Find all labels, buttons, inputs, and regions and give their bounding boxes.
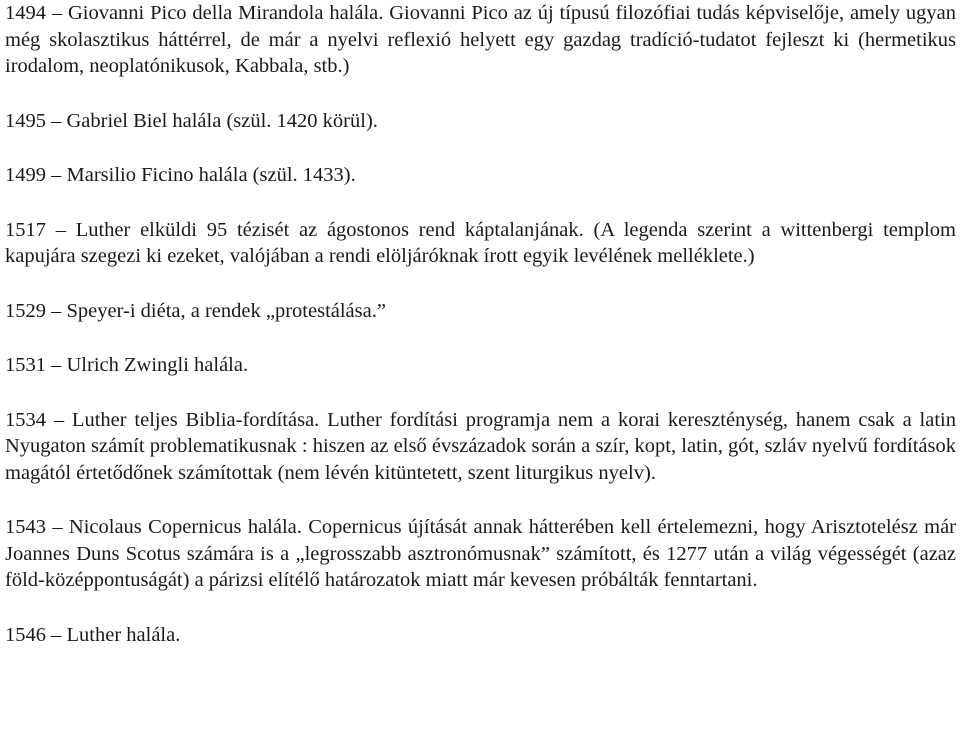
entry-1529: 1529 – Speyer-i diéta, a rendek „protestálása.” <box>5 299 386 322</box>
entry-1495: 1495 – Gabriel Biel halála (szül. 1420 körül). <box>5 109 378 132</box>
entry-1543: 1543 – Nicolaus Copernicus halála. Copernicus újítását annak hátterében kell értelemezni, hogy Arisztotelész már Joannes Duns Scotus számára is a „legrosszabb asztronómusnak” számított, és 1277 után a világ végességét (azaz föld-középpontuságát) a párizsi elítélő határozatok miatt már kevesen próbálták fenntartani. <box>5 516 956 591</box>
entry-1534: 1534 – Luther teljes Biblia-fordítása. Luther fordítási programja nem a korai kereszténység, hanem csak a latin Nyugaton számít problematikusnak : hiszen az első évszázadok során a szír, kopt, latin, gót, szláv nyelvű fordítások magától értetődőnek számítottak (nem lévén kitüntetett, szent liturgikus nyelv). <box>5 408 956 484</box>
entry-1499: 1499 – Marsilio Ficino halála (szül. 1433). <box>5 164 356 186</box>
entry-1531: 1531 – Ulrich Zwingli halála. <box>5 354 249 376</box>
entry-1517: 1517 – Luther elküldi 95 tézisét az ágostonos rend káptalanjának. (A legenda szerint a wittenbergi templom kapujára szegezi ki ezeket, valójában a rendi elöljáróknak írott egyik levélének melléklete.) <box>5 218 956 267</box>
entry-1494: 1494 – Giovanni Pico della Mirandola halála. Giovanni Pico az új típusú filozófiai tudás képviselője, amely ugyan még skolasztikus háttérrel, de már a nyelvi reflexió helyett egy gazdag tradíció-tudatot fejleszt ki (hermetikus irodalom, neoplatónikusok, Kabbala, stb.) <box>5 2 956 77</box>
entry-1546: 1546 – Luther halála. <box>5 623 181 646</box>
document-page <box>5 0 956 648</box>
